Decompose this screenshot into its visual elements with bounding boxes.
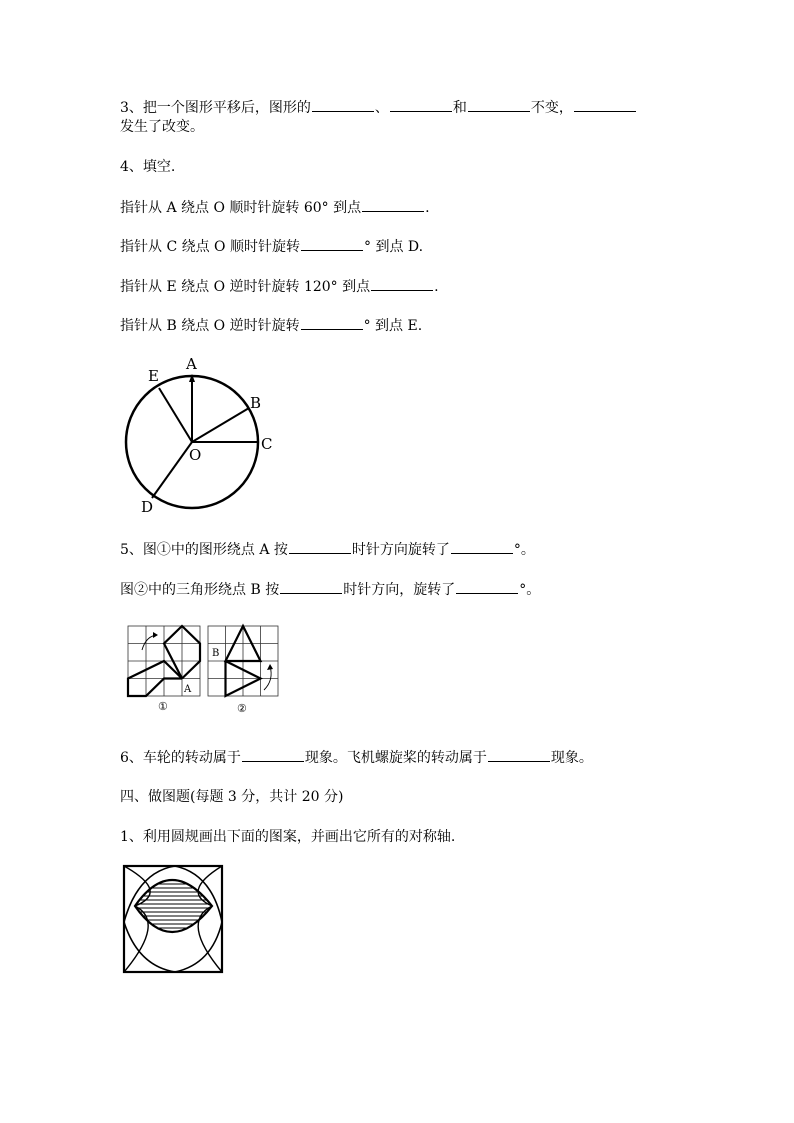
label-D: D [141, 498, 154, 516]
answer-blank[interactable] [362, 198, 424, 212]
q4-line2: 指针从 C 绕点 O 顺时针旋转 ° 到点 D. [120, 239, 424, 255]
square-outline [124, 866, 222, 972]
answer-blank[interactable] [574, 98, 636, 112]
answer-blank[interactable] [301, 237, 363, 251]
answer-blank[interactable] [390, 98, 452, 112]
grid-figures [124, 622, 284, 721]
fig2-label: ② [237, 702, 247, 715]
pointer-OB [192, 408, 249, 442]
answer-blank[interactable] [456, 580, 518, 594]
arrowhead [153, 632, 158, 638]
label-C: C [261, 435, 273, 453]
answer-blank[interactable] [451, 540, 513, 554]
answer-blank[interactable] [289, 540, 351, 554]
answer-blank[interactable] [280, 580, 342, 594]
answer-blank[interactable] [242, 748, 304, 762]
clock-circle-figure [120, 350, 285, 524]
point-A: A [184, 684, 192, 695]
q4-line1: 指针从 A 绕点 O 顺时针旋转 60° 到点 . [120, 200, 430, 216]
arrowhead [267, 664, 273, 670]
compass-pattern-figure [120, 862, 230, 981]
label-O: O [189, 446, 202, 464]
pointer-OE [159, 388, 192, 442]
answer-blank[interactable] [371, 277, 433, 291]
pointer-OD [152, 442, 192, 498]
label-A: A [186, 355, 197, 373]
arc [198, 866, 222, 906]
q5-line1: 5、图①中的图形绕点 A 按 时针方向旋转了 °。 [120, 542, 535, 558]
answer-blank[interactable] [488, 748, 550, 762]
arc [124, 922, 175, 972]
answer-blank[interactable] [468, 98, 530, 112]
s4-q1-text: 1、利用圆规画出下面的图案，并画出它所有的对称轴. [120, 829, 456, 845]
arc [124, 866, 150, 906]
q5-line2: 图②中的三角形绕点 B 按 时针方向，旋转了 °。 [120, 582, 541, 598]
answer-blank[interactable] [312, 98, 374, 112]
answer-blank[interactable] [301, 316, 363, 330]
fig1-label: ① [158, 700, 168, 713]
q4-line3: 指针从 E 绕点 O 逆时针旋转 120° 到点 . [120, 279, 439, 295]
section-4-title: 四、做图题(每题 3 分，共计 20 分) [120, 789, 344, 805]
q6-line: 6、车轮的转动属于 现象。飞机螺旋桨的转动属于 现象。 [120, 750, 593, 766]
label-B: B [250, 394, 262, 412]
q3-line2: 发生了改变。 [120, 119, 204, 135]
q4-title: 4、填空. [120, 159, 176, 175]
q4-line4: 指针从 B 绕点 O 逆时针旋转 ° 到点 E. [120, 318, 423, 334]
point-B: B [212, 648, 220, 659]
q3-line1: 3、把一个图形平移后，图形的 、 和 不变， [120, 98, 637, 117]
rotation-arrow-1 [142, 635, 157, 650]
label-E: E [148, 367, 159, 385]
